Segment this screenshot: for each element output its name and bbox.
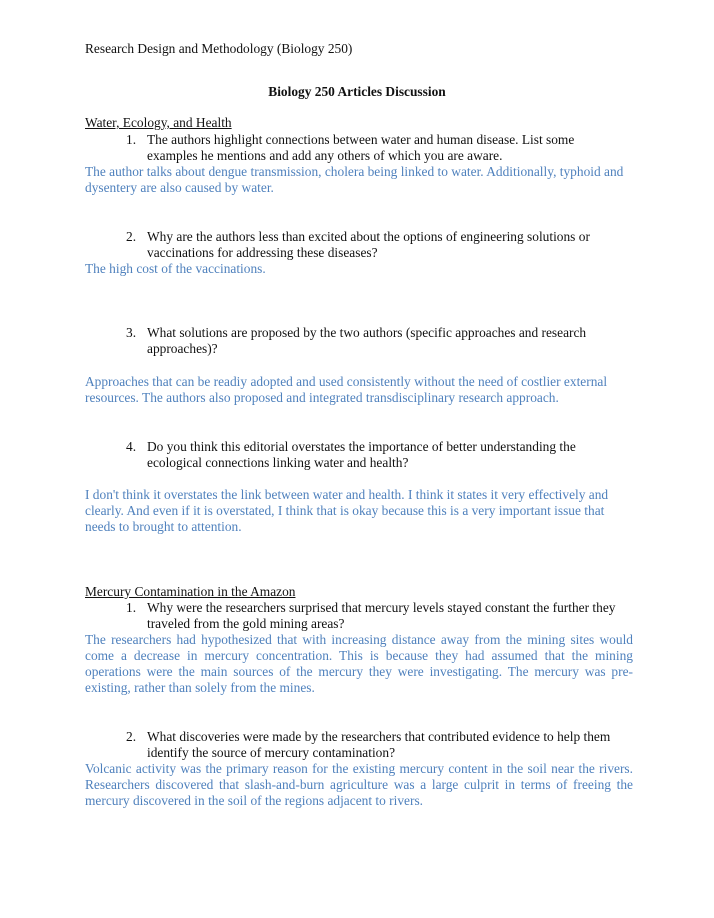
question-item <box>126 439 626 471</box>
question-text: The authors highlight connections between water and human disease. List some examples he mentions and add any others of which you are aware. <box>147 132 575 163</box>
document-title: Biology 250 Articles Discussion <box>268 84 446 99</box>
question-text: Why were the researchers surprised that mercury levels stayed constant the further they traveled from the gold mining areas? <box>147 600 616 631</box>
question-number: 2. <box>126 729 137 744</box>
question-text: What discoveries were made by the researchers that contributed evidence to help them identify the source of mercury contamination? <box>147 729 611 760</box>
question-item <box>126 132 626 164</box>
question-number: 1. <box>126 600 137 615</box>
question-number: 3. <box>126 325 137 340</box>
question-item <box>126 729 626 761</box>
document-header: Research Design and Methodology (Biology 250) <box>85 41 353 56</box>
answer-text: Approaches that can be readiy adopted and used consistently without the need of costlier external resources. The authors also proposed and integrated transdisciplinary research approach. <box>85 374 608 405</box>
section-heading-mercury: Mercury Contamination in the Amazon <box>85 584 296 599</box>
question-item <box>126 229 626 261</box>
question-text: What solutions are proposed by the two authors (specific approaches and research approaches)? <box>147 325 587 356</box>
question-item <box>126 600 626 632</box>
question-number: 2. <box>126 229 137 244</box>
answer-text: The author talks about dengue transmission, cholera being linked to water. Additionally, typhoid and dysentery are also caused by water. <box>85 164 624 195</box>
answer-text: The high cost of the vaccinations. <box>85 261 266 276</box>
answer-text: The researchers had hypothesized that with increasing distance away from the mining sites would come a decrease in mercury concentration. This is because they had assumed that the mining operations were the main sources of the mercury they were investigating. The mercury was pre-existing, rather than solely from the mines. <box>85 632 633 695</box>
answer-text: Volcanic activity was the primary reason for the existing mercury content in the soil near the rivers. Researchers discovered that slash-and-burn agriculture was a large culprit in terms of freeing the mercury discovered in the soil of the regions adjacent to rivers. <box>85 761 633 808</box>
question-number: 1. <box>126 132 137 147</box>
question-text: Why are the authors less than excited about the options of engineering solutions or vaccinations for addressing these diseases? <box>147 229 590 260</box>
section-heading-water: Water, Ecology, and Health <box>85 115 232 130</box>
question-number: 4. <box>126 439 137 454</box>
question-item <box>126 325 626 357</box>
answer-text: I don't think it overstates the link between water and health. I think it states it very effectively and clearly. And even if it is overstated, I think that is okay because this is a very important issue that needs to brought to attention. <box>85 487 609 534</box>
question-text: Do you think this editorial overstates the importance of better understanding the ecological connections linking water and health? <box>147 439 576 470</box>
